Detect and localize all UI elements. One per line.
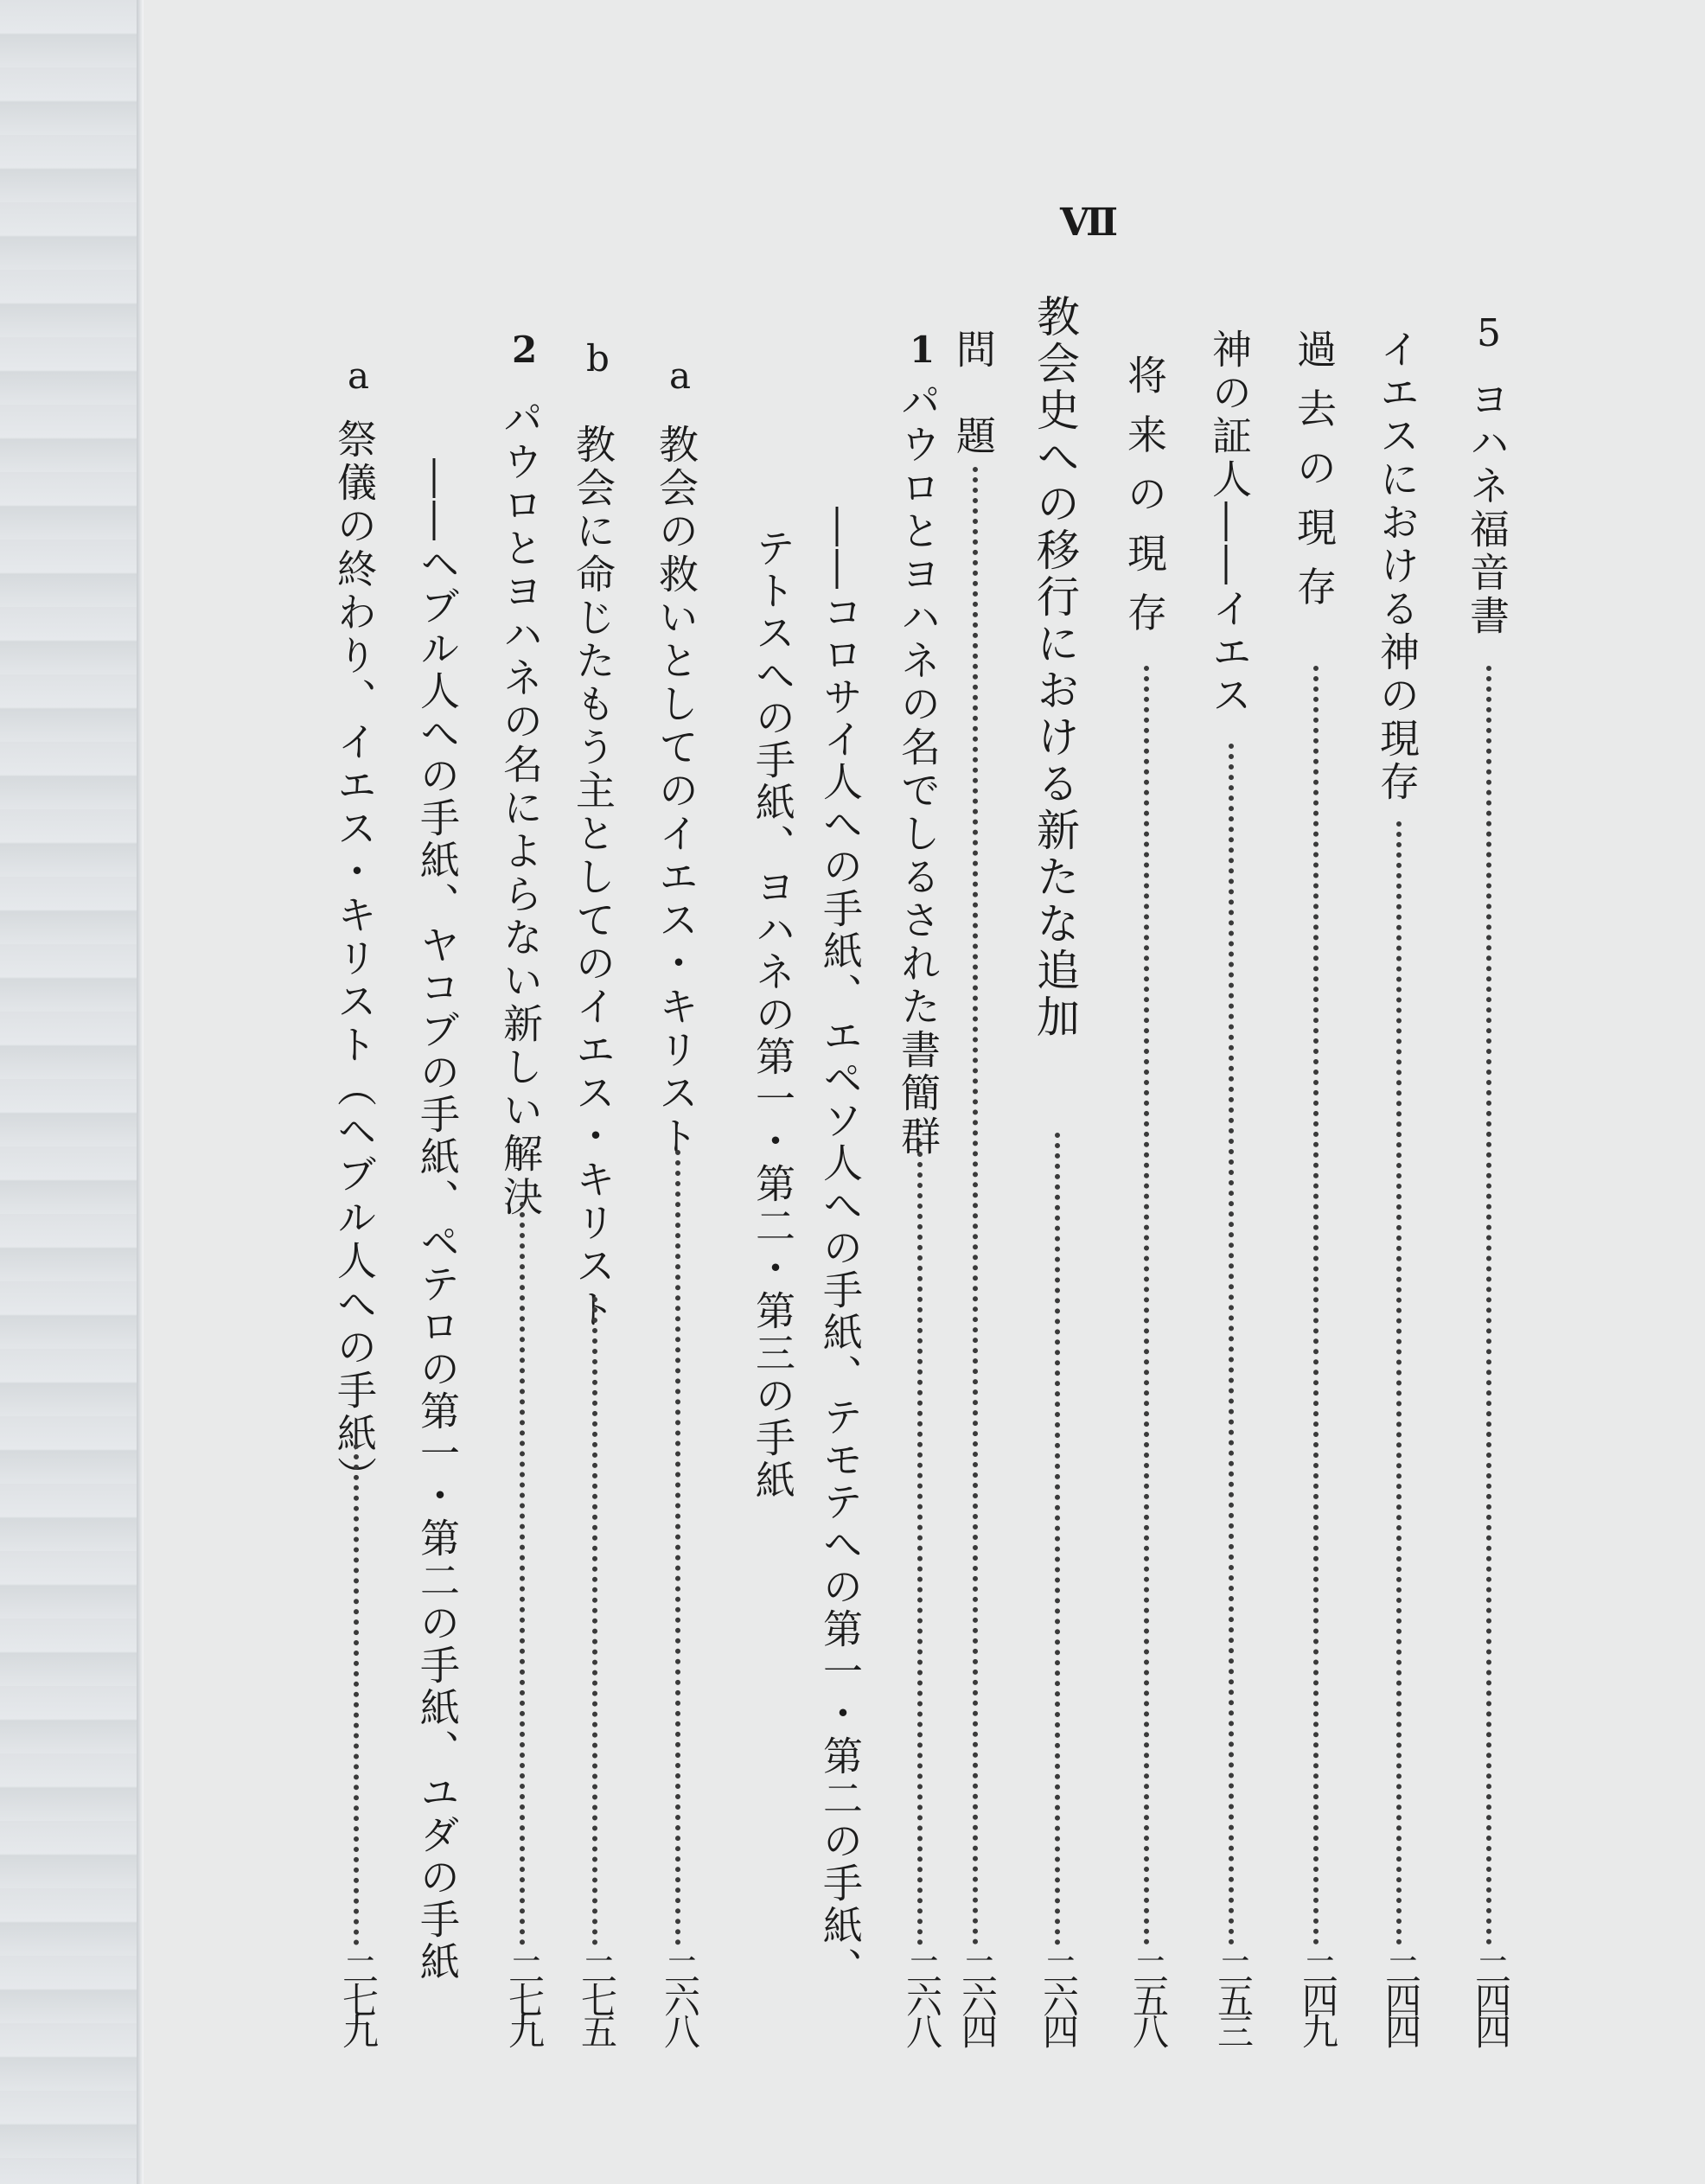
sec1b-leader — [592, 1297, 597, 1945]
sec1a-page: 二六八 — [659, 1951, 701, 2044]
future-presence-title: 将 来 の 現 存 — [1121, 354, 1168, 635]
sec1-page: 二六八 — [901, 1951, 943, 2044]
past-presence-page: 二四九 — [1297, 1951, 1339, 2044]
sec5-leader — [1486, 666, 1491, 1945]
sec1a-letter: a — [669, 354, 692, 397]
presence-in-jesus-leader — [1396, 821, 1402, 1945]
past-presence-leader — [1313, 666, 1319, 1945]
presence-in-jesus-title: イエスにおける神の現存 — [1374, 329, 1421, 804]
sec1a-leader — [675, 1150, 680, 1945]
sec1b-title: 教会に命じたもう主としてのイエス・キリスト — [570, 424, 616, 1331]
sec1b-page: 二七五 — [576, 1951, 618, 2044]
chapter7-title: 教会史への移行における新たな追加 — [1030, 294, 1080, 1041]
past-presence-title: 過 去 の 現 存 — [1291, 329, 1338, 610]
binder-edge — [137, 0, 144, 2184]
sec2-title: パウロとヨハネの名によらない新しい解決 — [497, 398, 544, 1219]
witness-title: 神の証人――イエス — [1206, 329, 1253, 718]
toc-page — [144, 0, 1705, 2184]
sec5-title: ヨハネ福音書 — [1464, 379, 1510, 638]
sec2-page: 二七九 — [503, 1951, 546, 2044]
problem-title: 問 題 — [950, 329, 997, 458]
sec2a-title: 祭儀の終わり、イエス・キリスト（ヘブル人への手紙） — [331, 418, 378, 1499]
sec1-title: パウロとヨハネの名でしるされた書簡群 — [895, 380, 942, 1159]
sec1-number: 1 — [910, 329, 936, 371]
sec1a-title: 教会の救いとしてのイエス・キリスト — [653, 424, 699, 1159]
sec1-leader — [917, 1141, 923, 1945]
chapter7-leader — [1055, 1133, 1060, 1945]
chapter7-number: Ⅶ — [1060, 201, 1117, 245]
witness-leader — [1229, 744, 1234, 1945]
future-presence-page: 二五八 — [1127, 1951, 1170, 2044]
sec2a-letter: a — [348, 354, 370, 397]
sec2a-leader — [354, 1444, 359, 1945]
presence-in-jesus-page: 二四四 — [1380, 1951, 1422, 2044]
problem-page: 二六四 — [956, 1951, 999, 2044]
sec5-page: 二四四 — [1470, 1951, 1512, 2044]
sec2a-page: 二七九 — [337, 1951, 380, 2044]
chapter7-page: 二六四 — [1038, 1951, 1080, 2044]
binder-strip — [0, 0, 140, 2184]
sec1-subtitle-line1: ――コロサイ人への手紙、エペソ人への手紙、テモテへの第一・第二の手紙、 — [817, 507, 864, 1989]
witness-page: 二五三 — [1212, 1951, 1255, 2044]
sec5-number: 5 — [1477, 311, 1501, 355]
future-presence-leader — [1144, 666, 1149, 1945]
sec2-leader — [520, 1202, 525, 1945]
sec2-number: 2 — [512, 329, 538, 371]
sec1b-letter: b — [586, 337, 610, 380]
sec2-subtitle: ――ヘブル人への手紙、ヤコブの手紙、ペテロの第一・第二の手紙、ユダの手紙 — [414, 458, 461, 1983]
sec1-subtitle-line2: テトスへの手紙、ヨハネの第一・第二・第三の手紙 — [750, 527, 796, 1502]
problem-leader — [973, 467, 978, 1945]
